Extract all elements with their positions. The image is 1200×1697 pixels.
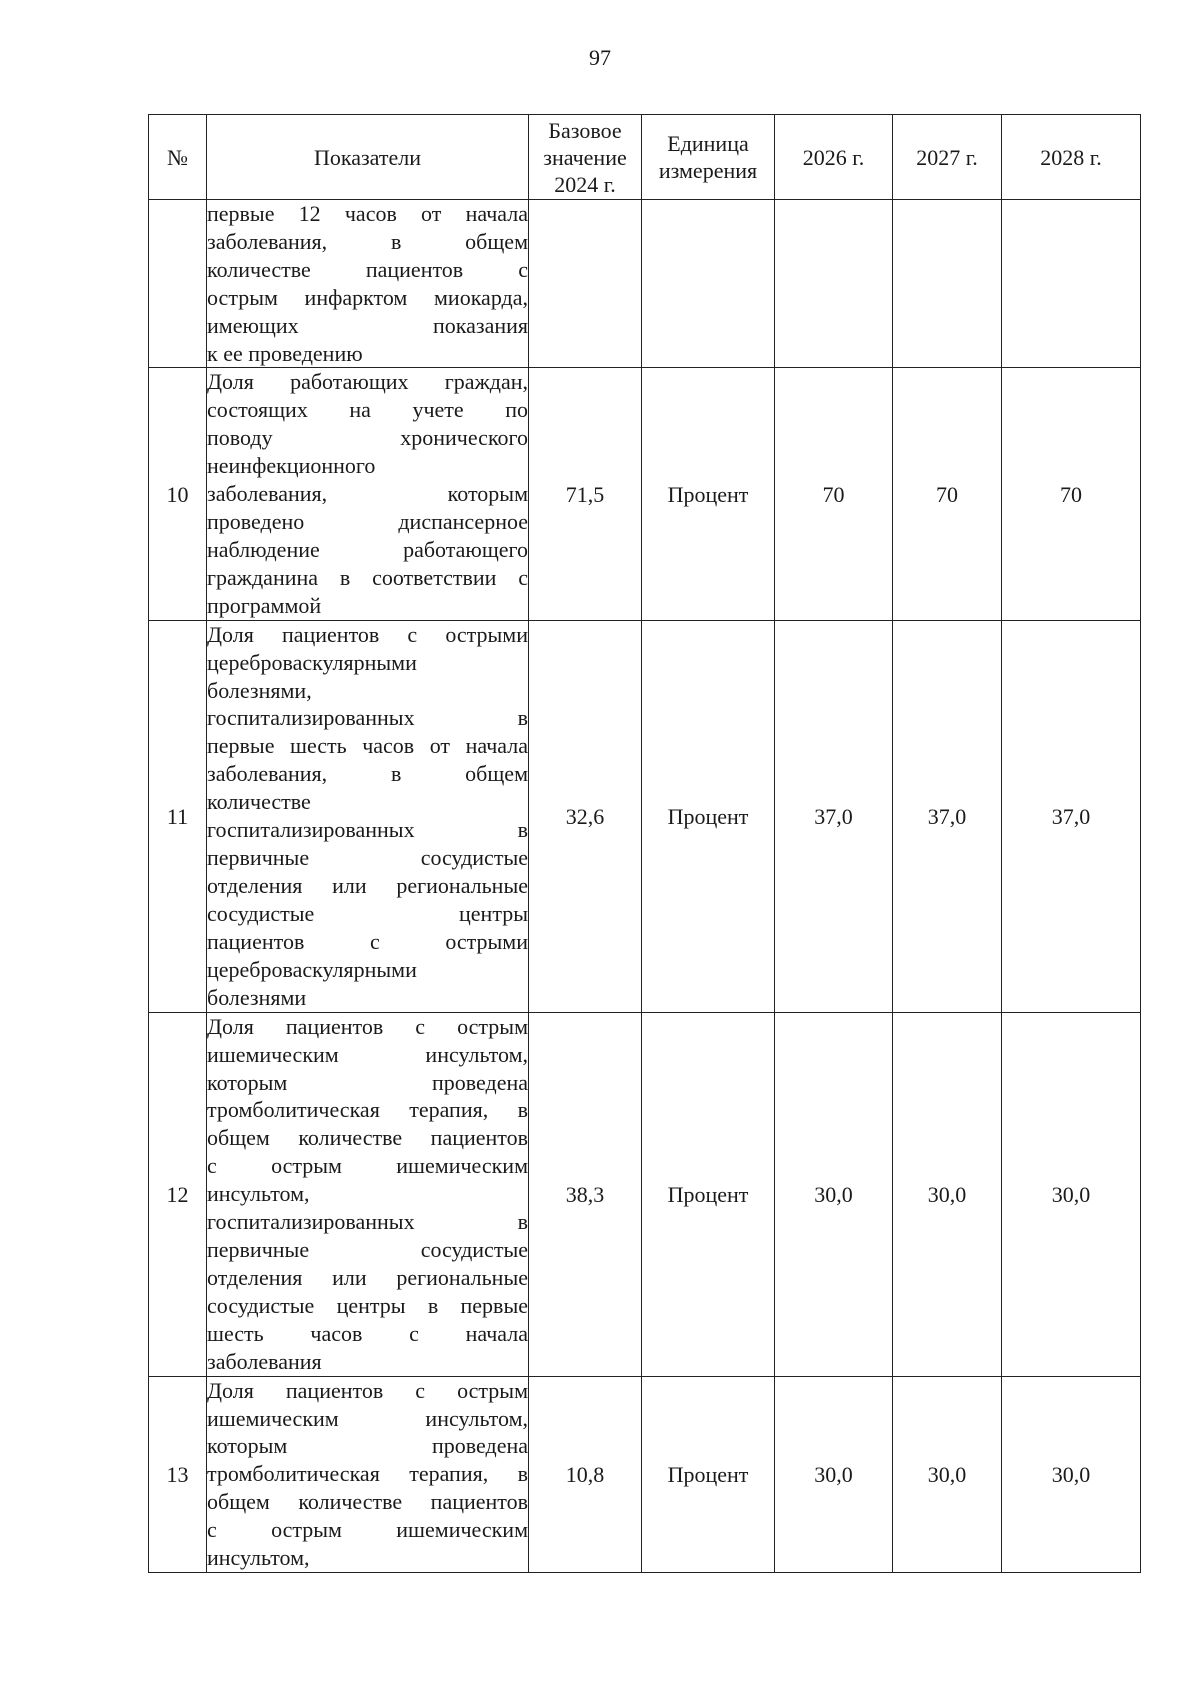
indicator-text-line: заболевания [207, 1348, 322, 1374]
table-row [149, 1376, 1141, 1572]
indicator-description [207, 1012, 529, 1376]
row-number: 10 [149, 368, 207, 620]
header-base-line: 2024 г. [554, 171, 616, 197]
target-value-2027 [893, 200, 1002, 368]
unit-of-measure: Процент [642, 1376, 775, 1572]
target-value-2027: 37,0 [893, 620, 1002, 1012]
row-number: 11 [149, 620, 207, 1012]
target-value-2026: 70 [775, 368, 893, 620]
indicator-text-line: отделения или региональные [207, 872, 528, 898]
table-row [149, 368, 1141, 620]
indicator-text-line: неинфекционного [207, 453, 376, 479]
indicator-description [207, 200, 529, 368]
header-base-line: Базовое [548, 117, 622, 143]
table-row [149, 200, 1141, 368]
indicator-text-line: гражданина в соответствии с [207, 564, 528, 590]
target-value-2026: 30,0 [775, 1012, 893, 1376]
base-value-2024: 38,3 [529, 1012, 642, 1376]
indicator-text-line: которым проведена [207, 1069, 528, 1095]
unit-of-measure: Процент [642, 368, 775, 620]
indicator-text-line: заболевания, которым [207, 481, 528, 507]
table-header-row [149, 115, 1141, 200]
indicator-description [207, 1376, 529, 1572]
indicator-text-line: болезнями [207, 984, 307, 1010]
header-unit-line: измерения [658, 158, 758, 183]
indicator-text-line: заболевания, в общем [207, 228, 528, 254]
indicator-text-line: наблюдение работающего [207, 536, 528, 562]
indicator-text-line: острым инфарктом миокарда, [207, 284, 528, 310]
target-value-2028: 37,0 [1002, 620, 1141, 1012]
indicator-text-line: цереброваскулярными [207, 649, 417, 675]
target-value-2027: 30,0 [893, 1376, 1002, 1572]
row-number: 12 [149, 1012, 207, 1376]
indicator-text-line: шесть часов с начала [207, 1320, 528, 1346]
target-value-2028 [1002, 200, 1141, 368]
indicator-text-line: которым проведена [207, 1433, 528, 1459]
indicator-text-line: количестве [207, 789, 311, 815]
indicator-text-line: Доля работающих граждан, [207, 369, 528, 395]
header-unit-line: Единица [667, 131, 749, 156]
indicator-text-line: первые 12 часов от начала [207, 201, 528, 226]
indicator-text-line: Доля пациентов с острым [207, 1013, 528, 1039]
indicator-text-line: госпитализированных в [207, 1209, 528, 1235]
base-value-2024: 32,6 [529, 620, 642, 1012]
indicator-text-line: отделения или региональные [207, 1264, 528, 1290]
header-year-2028: 2028 г. [1002, 115, 1141, 200]
base-value-2024: 10,8 [529, 1376, 642, 1572]
indicator-text-line: состоящих на учете по [207, 397, 528, 423]
indicator-text-line: ишемическим инсультом, [207, 1405, 528, 1431]
target-value-2028: 30,0 [1002, 1376, 1141, 1572]
target-value-2028: 30,0 [1002, 1012, 1141, 1376]
row-number [149, 200, 207, 368]
header-number: № [149, 115, 207, 200]
table-body [149, 200, 1141, 1573]
target-value-2028: 70 [1002, 368, 1141, 620]
indicator-text-line: ишемическим инсультом, [207, 1041, 528, 1067]
target-value-2026 [775, 200, 893, 368]
indicator-text-line: цереброваскулярными [207, 956, 417, 982]
indicator-text-line: поводу хронического [207, 425, 528, 451]
indicator-text-line: сосудистые центры в первые [207, 1292, 528, 1318]
indicator-text-line: с острым ишемическим [207, 1153, 528, 1179]
header-year-2026: 2026 г. [775, 115, 893, 200]
indicator-text-line: тромболитическая терапия, в [207, 1461, 528, 1487]
target-value-2026: 37,0 [775, 620, 893, 1012]
indicator-text-line: с острым ишемическим [207, 1517, 528, 1543]
indicator-text-line: инсультом, [207, 1181, 310, 1207]
base-value-2024 [529, 200, 642, 368]
indicator-text-line: инсультом, [207, 1545, 310, 1571]
indicator-text-line: первые шесть часов от начала [207, 733, 528, 759]
indicators-table [148, 114, 1141, 1573]
indicator-description [207, 620, 529, 1012]
indicator-text-line: заболевания, в общем [207, 761, 528, 787]
indicator-text-line: госпитализированных в [207, 705, 528, 731]
header-year-2027: 2027 г. [893, 115, 1002, 200]
indicator-description [207, 368, 529, 620]
indicator-text-line: общем количестве пациентов [207, 1125, 528, 1151]
unit-of-measure: Процент [642, 620, 775, 1012]
indicator-text-line: программой [207, 592, 322, 618]
indicator-text-line: к ее проведению [207, 340, 363, 366]
indicator-text-line: пациентов с острыми [207, 928, 528, 954]
table-row [149, 1012, 1141, 1376]
unit-of-measure: Процент [642, 1012, 775, 1376]
indicator-text-line: первичные сосудистые [207, 845, 528, 870]
indicator-text-line: Доля пациентов с острыми [207, 621, 528, 647]
row-number: 13 [149, 1376, 207, 1572]
table-row [149, 620, 1141, 1012]
base-value-2024: 71,5 [529, 368, 642, 620]
indicator-text-line: сосудистые центры [207, 900, 528, 926]
header-unit [642, 115, 775, 200]
header-base-line: значение [543, 144, 627, 170]
indicator-text-line: тромболитическая терапия, в [207, 1097, 528, 1123]
target-value-2027: 30,0 [893, 1012, 1002, 1376]
indicator-text-line: Доля пациентов с острым [207, 1377, 528, 1403]
header-base-value [529, 115, 642, 200]
header-indicators: Показатели [207, 115, 529, 200]
indicator-text-line: болезнями, [207, 677, 312, 703]
target-value-2026: 30,0 [775, 1376, 893, 1572]
target-value-2027: 70 [893, 368, 1002, 620]
indicator-text-line: имеющих показания [207, 312, 528, 338]
indicator-text-line: проведено диспансерное [207, 508, 528, 534]
indicator-text-line: количестве пациентов с [207, 256, 528, 282]
page-number: 97 [589, 45, 611, 70]
indicator-text-line: госпитализированных в [207, 817, 528, 843]
indicator-text-line: первичные сосудистые [207, 1236, 528, 1262]
unit-of-measure [642, 200, 775, 368]
indicator-text-line: общем количестве пациентов [207, 1489, 528, 1515]
